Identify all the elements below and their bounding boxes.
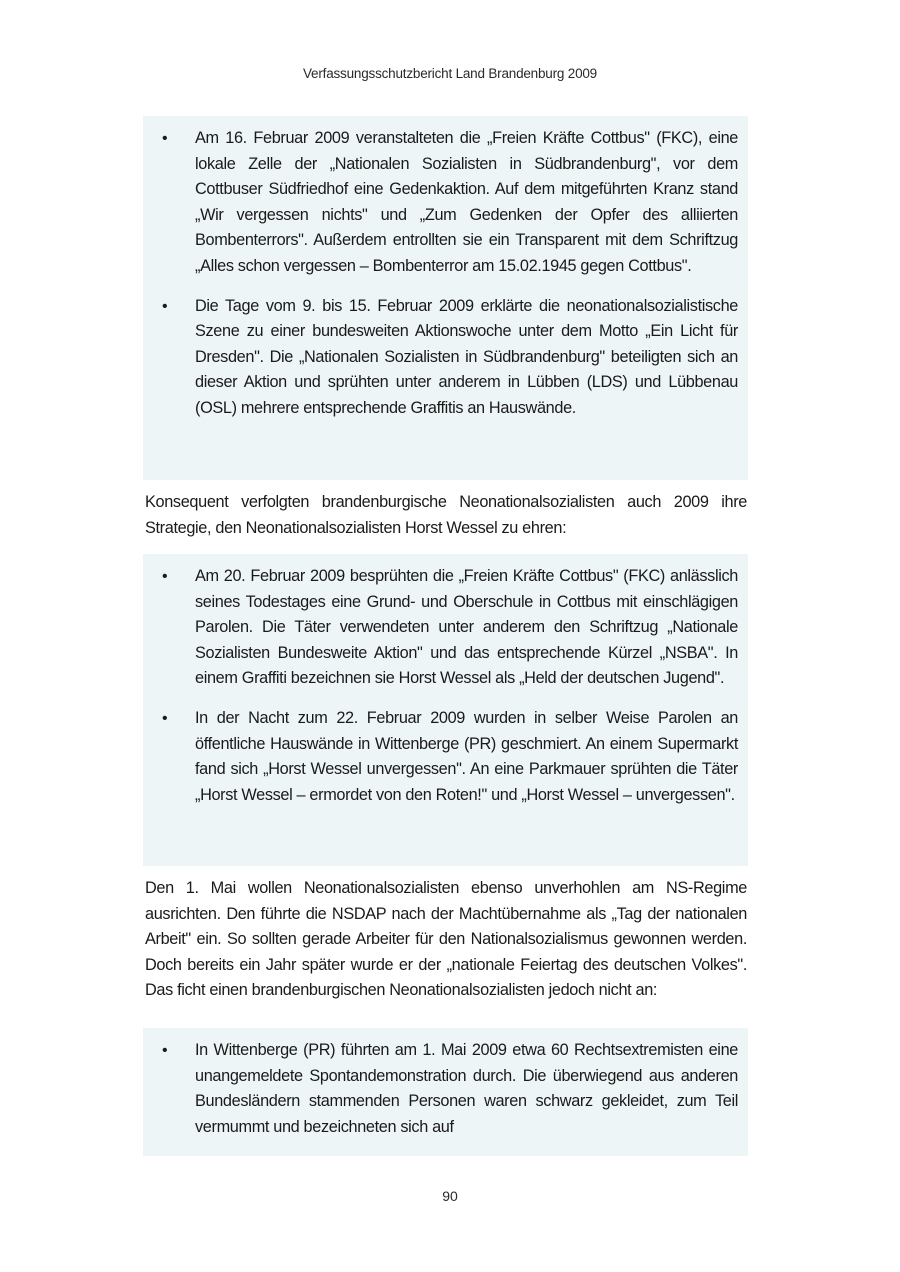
- highlight-box-2: [143, 554, 748, 866]
- bullet-item: [143, 706, 738, 808]
- bullet-text: Am 16. Februar 2009 veranstalteten die „Freien Kräfte Cottbus" (FKC), eine lokale Zelle der „Nationalen Sozialisten in Südbrandenburg", vor dem Cottbuser Südfriedhof eine Gedenkaktion. Auf dem mitgeführten Kranz stand „Wir vergessen nichts" und „Zum Gedenken der Opfer des alliierten Bombenterrors". Außerdem entrollten sie ein Transparent mit dem Schriftzug „Alles schon vergessen – Bombenterror am 15.02.1945 gegen Cottbus".: [195, 129, 738, 275]
- bullet-dot: •: [162, 1042, 168, 1059]
- page-header: Verfassungsschutzbericht Land Brandenburg 2009: [302, 66, 597, 81]
- bullet-item: [143, 1038, 738, 1140]
- bullet-text: In der Nacht zum 22. Februar 2009 wurden in selber Weise Parolen an öffentliche Hauswände in Wittenberge (PR) geschmiert. An einem Supermarkt fand sich „Horst Wessel unvergessen". An eine Parkmauer sprühten die Täter „Horst Wessel – ermordet von den Roten!" und „Horst Wessel – unvergessen".: [195, 708, 738, 804]
- page-number: 90: [442, 1188, 458, 1204]
- bullet-item: [143, 294, 738, 422]
- highlight-box-3: [143, 1028, 748, 1156]
- body-paragraph: Konsequent verfolgten brandenburgische Neonationalsozialisten auch 2009 ihre Strategie, den Neonationalsozialisten Horst Wessel zu ehren:: [145, 493, 747, 537]
- body-paragraph: Den 1. Mai wollen Neonationalsozialisten ebenso unverhohlen am NS-Regime ausrichten. Den führte die NSDAP nach der Machtübernahme als „Tag der nationalen Arbeit" ein. So sollten gerade Arbeiter für den Nationalsozialismus gewonnen werden. Doch bereits ein Jahr später wurde er der „nationale Feiertag des deutschen Volkes". Das ficht einen brandenburgischen Neonationalsozialisten jedoch nicht an:: [145, 879, 747, 1000]
- highlight-box-1: [143, 116, 748, 480]
- bullet-dot: •: [162, 297, 168, 315]
- bullet-text: Am 20. Februar 2009 besprühten die „Freien Kräfte Cottbus" (FKC) anlässlich seines Todestages eine Grund- und Oberschule in Cottbus mit einschlägigen Parolen. Die Täter verwendeten unter anderem den Schriftzug „Nationale Sozialisten Bundesweite Aktion" und das entsprechende Kürzel „NSBA". In einem Graffiti bezeichnen sie Horst Wessel als „Held der deutschen Jugend".: [195, 567, 738, 688]
- bullet-dot: •: [162, 568, 168, 585]
- bullet-text: In Wittenberge (PR) führten am 1. Mai 2009 etwa 60 Rechtsextremisten eine unangemeldete Spontandemonstration durch. Die überwiegend aus anderen Bundesländern stammenden Personen waren schwarz gekleidet, zum Teil vermummt und bezeichneten sich auf: [195, 1041, 738, 1136]
- bullet-dot: •: [162, 130, 168, 147]
- bullet-text: Die Tage vom 9. bis 15. Februar 2009 erklärte die neonationalsozialistische Szene zu einer bundesweiten Aktionswoche unter dem Motto „Ein Licht für Dresden". Die „Nationalen Sozialisten in Südbrandenburg" beteiligten sich an dieser Aktion und sprühten unter anderem in Lübben (LDS) und Lübbenau (OSL) mehrere entsprechende Graffitis an Hauswände.: [195, 296, 738, 417]
- bullet-item: [143, 564, 738, 692]
- bullet-item: [143, 126, 738, 280]
- bullet-dot: •: [162, 709, 168, 727]
